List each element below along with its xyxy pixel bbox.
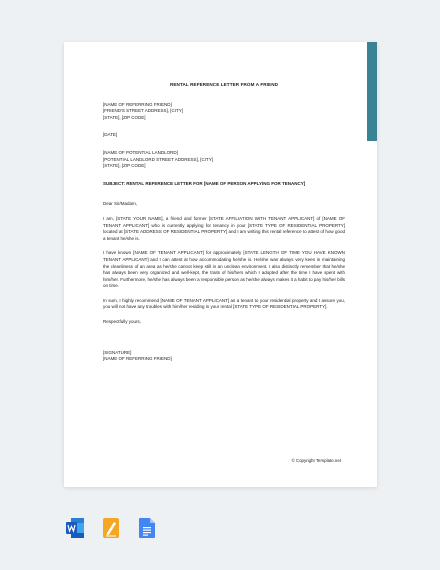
- closing: Respectfully yours,: [103, 319, 142, 325]
- recipient-line: [NAME OF POTENTIAL LANDLORD]: [103, 149, 178, 155]
- body-paragraph: In sum, I highly recommend [NAME OF TENANT APPLICANT] as a tenant to your residential property and I assure you, you will not have any troubles with him/her residing in your rental [STATE TYPE OF RESIDENTIAL PROPERTY].: [103, 297, 345, 310]
- copyright-text: © Copyright Template.net: [291, 458, 341, 463]
- body-paragraph: I have known [NAME OF TENANT APPLICANT] for approximately [STATE LENGTH OF TIME YOU HAVE KNOWN TENANT APPLICANT] and I can attest at how accommodating he/she is. He/she was always very keen in maintaining the cleanliness of an area as he/she cannot keep still in an unclean environment. I also distinctly remember that he/she has always been very organized and well-kept, the traits of his/hers which I adopted after the time I have spent with him/her. Furthermore, he/she has always been a responsible person as he/she always makes it a habit to pay his/her bills on time.: [103, 250, 345, 289]
- format-icons: [66, 517, 156, 539]
- letter-title: RENTAL REFERENCE LETTER FROM A FRIEND: [169, 82, 279, 87]
- sender-line: [NAME OF REFERRING FRIEND]: [103, 101, 172, 107]
- signature-name: [NAME OF REFERRING FRIEND]: [103, 356, 172, 362]
- accent-bar: [367, 42, 377, 141]
- word-icon[interactable]: [66, 517, 84, 539]
- recipient-address: [103, 150, 345, 170]
- body-paragraph: I am, [STATE YOUR NAME], a friend and former [STATE AFFILIATION WITH TENANT APPLICANT] of [NAME OF TENANT APPLICANT] who is currently applying for tenancy in your [STATE TYPE OF RESIDENTIAL PROPERTY] located at [STATE ADDRESS OF RESIDENTIAL PROPERTY] and I am writing this rental reference to attest of how good a tenant he/she is.: [103, 215, 345, 241]
- pages-icon[interactable]: [102, 517, 120, 539]
- letter-date: [DATE]: [103, 132, 118, 138]
- signature-block: [103, 350, 345, 363]
- recipient-line: [POTENTIAL LANDLORD STREET ADDRESS], [CITY]: [103, 156, 214, 162]
- signature-line: [SIGNATURE]: [103, 349, 132, 355]
- recipient-line: [STATE], [ZIP CODE]: [103, 163, 146, 169]
- google-docs-icon[interactable]: [138, 517, 156, 539]
- sender-address: [103, 102, 345, 122]
- salutation: Dear Sir/Madam,: [103, 201, 138, 207]
- sender-line: [FRIEND'S STREET ADDRESS], [CITY]: [103, 108, 184, 114]
- letter-content: [103, 82, 345, 374]
- sender-line: [STATE], [ZIP CODE]: [103, 114, 146, 120]
- date-block: [103, 132, 345, 139]
- letter-subject: SUBJECT: RENTAL REFERENCE LETTER FOR [NAME OF PERSON APPLYING FOR TENANCY]: [103, 180, 306, 186]
- letter-page: [64, 42, 377, 487]
